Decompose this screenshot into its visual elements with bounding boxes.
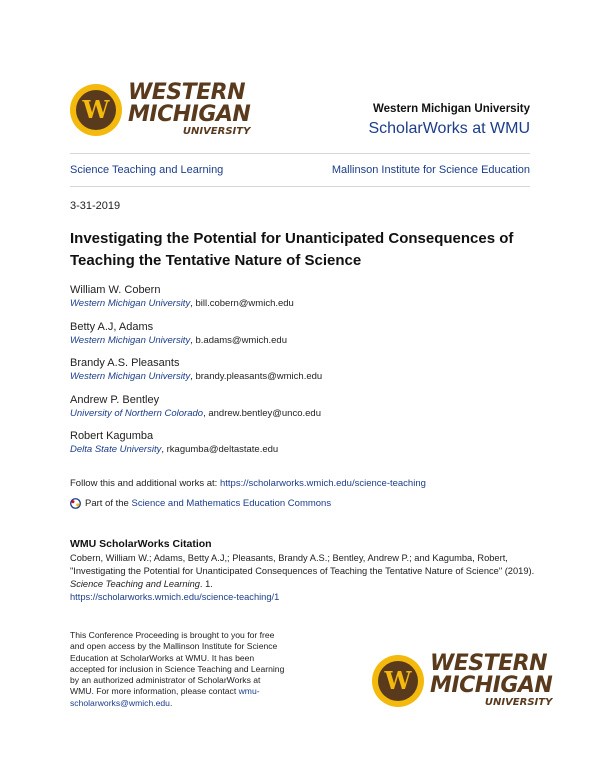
author-affiliation: Western Michigan University, brandy.pleasants@wmich.edu (70, 371, 323, 382)
divider-bottom (70, 186, 530, 187)
commons-link[interactable]: Science and Mathematics Education Commons (131, 498, 332, 509)
paper-title: Investigating the Potential for Unanticipated Consequences of Teaching the Tentative Nature of Science (70, 230, 514, 269)
logo-wordmark: WESTERN MICHIGAN UNIVERSITY (128, 80, 251, 137)
author-name: William W. Cobern (70, 284, 161, 296)
citation-url[interactable]: https://scholarworks.wmich.edu/science-teaching/1 (70, 592, 280, 602)
author-affiliation: Delta State University, rkagumba@deltastate.edu (70, 444, 279, 455)
divider-top (70, 153, 530, 154)
repository-link[interactable]: ScholarWorks at WMU (368, 120, 530, 137)
author-name: Robert Kagumba (70, 430, 154, 442)
network-commons-icon (70, 498, 81, 509)
citation-heading: WMU ScholarWorks Citation (70, 538, 212, 550)
department-link[interactable]: Mallinson Institute for Science Education (331, 164, 530, 176)
org-name: Western Michigan University (373, 103, 530, 115)
author-block (70, 320, 287, 348)
author-block (70, 429, 278, 457)
contact-email[interactable]: wmu-scholarworks@wmich.edu (70, 686, 260, 708)
author-affiliation: Western Michigan University, bill.cobern@wmich.edu (70, 298, 294, 309)
wmu-seal-icon: W (70, 84, 122, 136)
series-link[interactable]: Science Teaching and Learning (70, 164, 224, 176)
author-block (70, 356, 322, 384)
logo-wordmark: WESTERN MICHIGAN UNIVERSITY (430, 651, 553, 708)
wmu-logo-header (70, 82, 250, 137)
collection-link[interactable]: https://scholarworks.wmich.edu/science-teaching (219, 478, 426, 489)
access-notice: This Conference Proceeding is brought to you for free and open access by the Mallinson Institute for Science Education at ScholarWorks at WMU. It has been accepted for inclusion in Science Teaching and Learning by an authorized administrator of ScholarWorks at WMU. For more information, please contact wmu-scholarworks@wmich.edu. (70, 630, 285, 708)
part-of-line: Part of the Science and Mathematics Education Commons (70, 498, 331, 509)
publication-date: 3-31-2019 (70, 200, 121, 212)
wmu-seal-icon: W (372, 655, 424, 707)
author-affiliation: University of Northern Colorado, andrew.bentley@unco.edu (70, 408, 321, 419)
author-name: Betty A.J, Adams (70, 321, 154, 333)
author-name: Andrew P. Bentley (70, 394, 160, 406)
author-name: Brandy A.S. Pleasants (70, 357, 180, 369)
wmu-logo-footer (372, 653, 552, 708)
author-block (70, 393, 321, 421)
citation-text: Cobern, William W.; Adams, Betty A.J,; Pleasants, Brandy A.S.; Bentley, Andrew P.; and Kagumba, Robert, "Investigating the Potential for Unanticipated Consequences of Teaching the Tentative Nature of Science" (2019). Science Teaching and Learning. 1. https://scholarworks.wmich.edu/science-teaching/1 (70, 553, 535, 602)
author-affiliation: Western Michigan University, b.adams@wmich.edu (70, 335, 287, 346)
author-block (70, 283, 294, 311)
follow-line: Follow this and additional works at: https://scholarworks.wmich.edu/science-teaching (70, 478, 426, 489)
